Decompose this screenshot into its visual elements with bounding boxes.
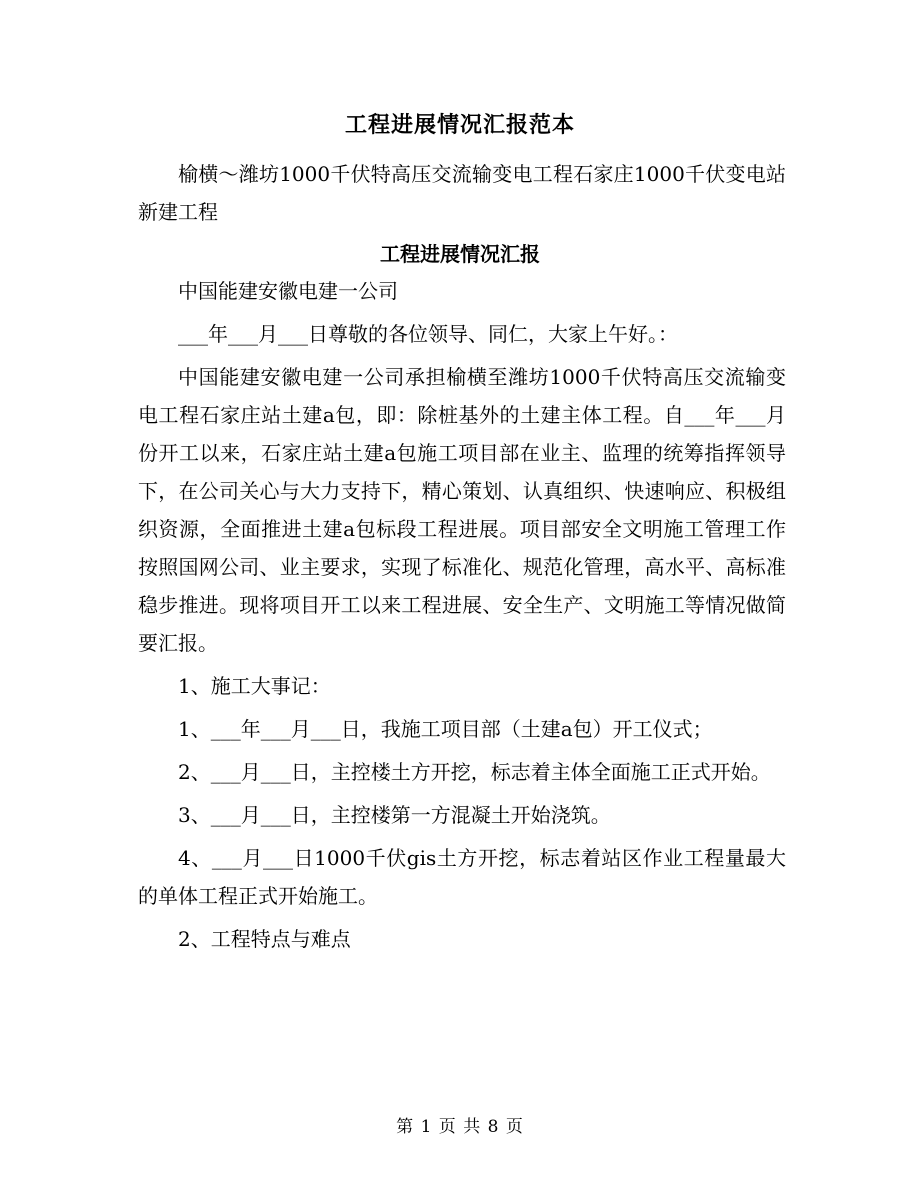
milestone-item-3: 3、___月___日，主控楼第一方混凝土开始浇筑。: [178, 803, 611, 827]
milestone-item-2: 2、___月___日，主控楼土方开挖，标志着主体全面施工正式开始。: [178, 760, 771, 784]
company-name: 中国能建安徽电建一公司: [178, 279, 398, 303]
report-body: [138, 272, 786, 963]
greeting: ___年___月___日尊敬的各位领导、同仁，大家上午好。：: [178, 322, 678, 346]
page-footer: 第 1 页 共 8 页: [396, 1117, 524, 1137]
report-subheading: 工程进展情况汇报: [380, 242, 540, 266]
milestone-item-1: 1、___年___月___日，我施工项目部（土建a包）开工仪式；: [178, 717, 713, 741]
milestone-item-4: 4、___月___日1000千伏gis土方开挖，标志着站区作业工程量最大的单体工程正式开始施工。: [138, 846, 786, 908]
project-line: 榆横～潍坊1000千伏特高压交流输变电工程石家庄1000千伏变电站新建工程: [138, 162, 786, 224]
section-heading-milestones: 1、施工大事记：: [178, 674, 331, 698]
document-title: 工程进展情况汇报范本: [344, 112, 575, 138]
section-heading-features: 2、工程特点与难点: [178, 927, 351, 951]
intro-paragraph: 中国能建安徽电建一公司承担榆横至潍坊1000千伏特高压交流输变电工程石家庄站土建a包，即：除桩基外的土建主体工程。自___年___月份开工以来，石家庄站土建a包施工项目部在业主、监理的统筹指挥领导下，在公司关心与大力支持下，精心策划、认真组织、快速响应、积极组织资源，全面推进土建a包标段工程进展。项目部安全文明施工管理工作按照国网公司、业主要求，实现了标准化、规范化管理，高水平、高标准稳步推进。现将项目开工以来工程进展、安全生产、文明施工等情况做简要汇报。: [138, 365, 786, 655]
project-line-block: [138, 155, 786, 231]
